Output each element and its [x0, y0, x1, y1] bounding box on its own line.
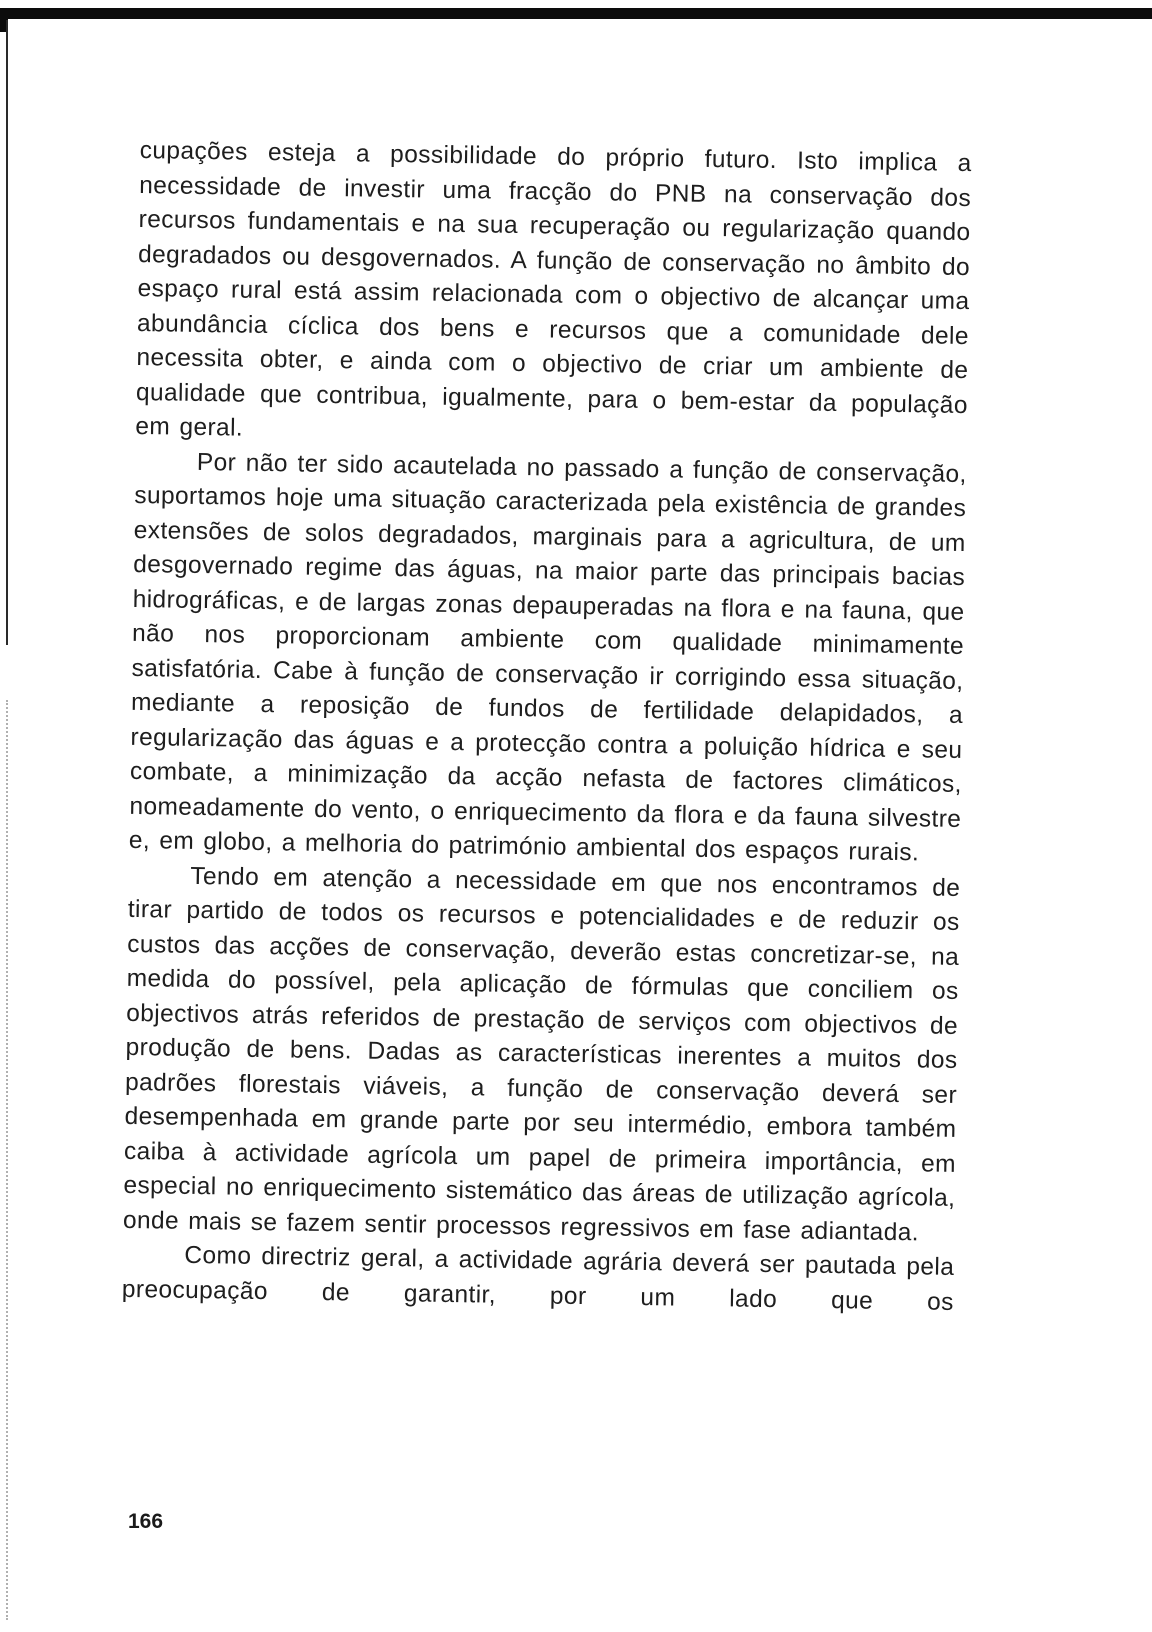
- scan-top-border: [0, 8, 1152, 19]
- scan-left-edge-dotted: [6, 700, 8, 1620]
- paragraph-4: Como directriz geral, a actividade agrária deverá ser pautada pela preocupação de garantir, por um lado que os: [121, 1241, 955, 1316]
- paragraph-3: Tendo em atenção a necessidade em que nos encontramos de tirar partido de todos os recursos e potencialidades e de reduzir os custos das acções de conservação, deverão estas concretizar-se, na medida do possível, pela aplicação de fórmulas que conciliem os objectivos atrás referidos de prestação de serviços com objectivos de produção de bens. Dadas as características inerentes a muitos dos padrões florestais viáveis, a função de conservação deverá ser desempenhada em grande parte por seu intermédio, embora também caiba à actividade agrícola um papel de primeira importância, em especial no enriquecimento sistemático das áreas de utilização agrícola, onde mais se fazem sentir processos regressivos em fase adiantada.: [122, 862, 961, 1246]
- scan-left-edge: [6, 20, 8, 645]
- page-number: 166: [128, 1510, 164, 1533]
- paragraph-1: cupações esteja a possibilidade do próprio futuro. Isto implica a necessidade de investir uma fracção do PNB na conservação dos recursos fundamentais e na sua recuperação ou regularização quando degradados ou desgovernados. A função de conservação no âmbito do espaço rural está assim relacionada com o objectivo de alcançar uma abundância cíclica dos bens e recursos que a comunidade dele necessita obter, e ainda com o objectivo de criar um ambiente de qualidade que contribua, igualmente, para o bem-estar da população em geral.: [135, 136, 972, 442]
- page-body: [122, 134, 972, 1320]
- paragraph-2: Por não ter sido acautelada no passado a função de conservação, suportamos hoje uma situação caracterizada pela existência de grandes extensões de solos degradados, marginais para a agricultura, de um desgovernado regime das águas, na maior parte das principais bacias hidrográficas, e de largas zonas depauperadas na flora e na fauna, que não nos proporcionam ambiente com qualidade minimamente satisfatória. Cabe à função de conservação ir corrigindo essa situação, mediante a reposição de fundos de fertilidade delapidados, a regularização das águas e a protecção contra a poluição hídrica e seu combate, a minimização da acção nefasta de factores climáticos, nomeadamente do vento, o enriquecimento da flora e da fauna silvestre e, em globo, a melhoria do património ambiental dos espaços rurais.: [128, 448, 967, 867]
